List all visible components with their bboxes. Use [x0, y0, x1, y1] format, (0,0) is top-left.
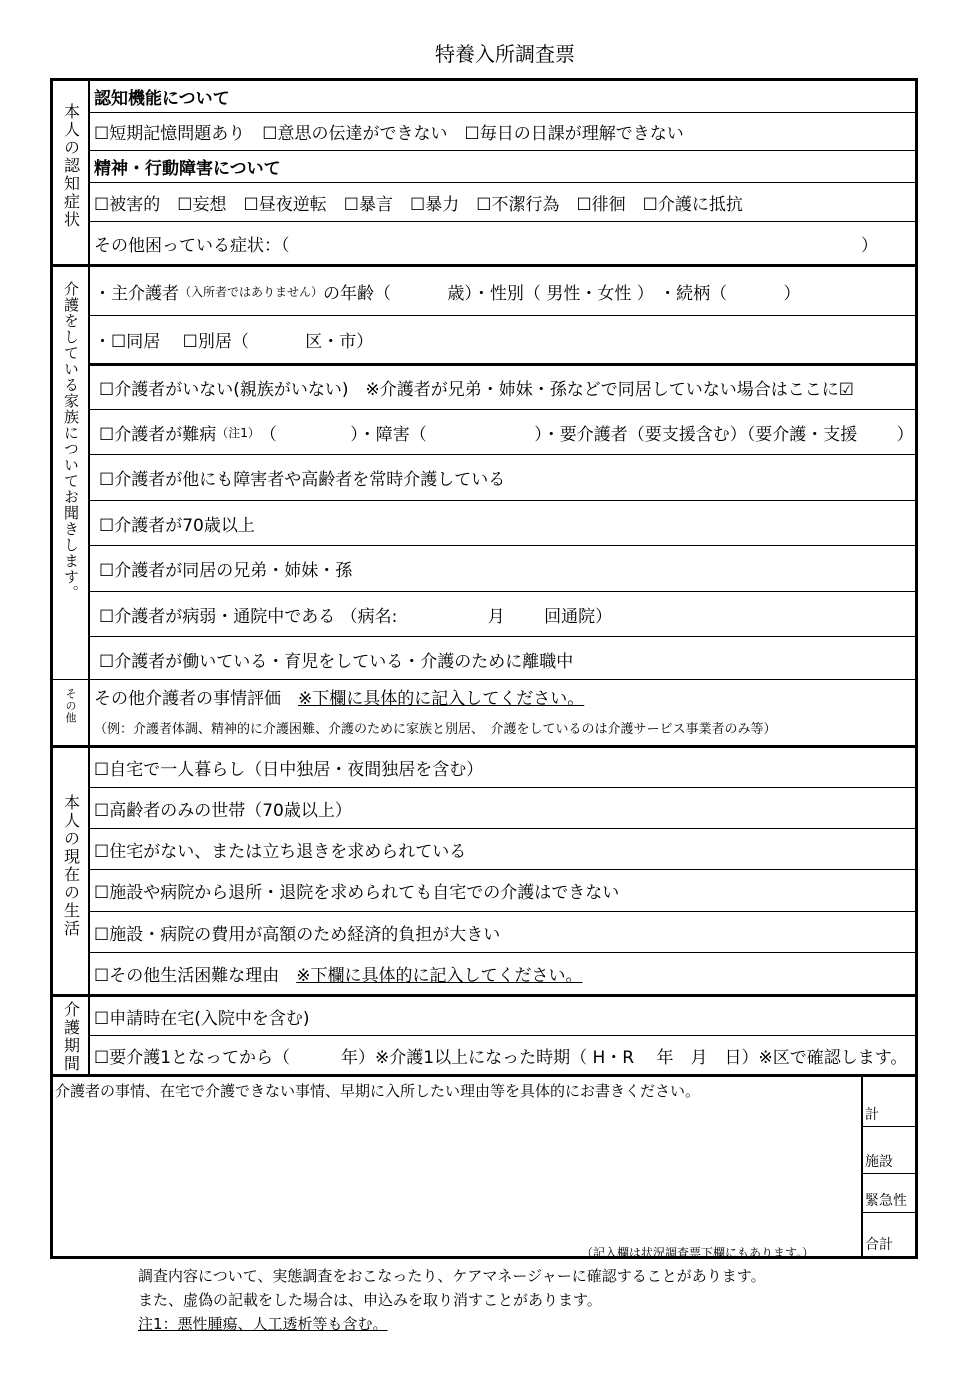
behavior-heading: 精神・行動障害について	[90, 150, 915, 182]
score-total-row: 計	[863, 1077, 915, 1127]
living-item-other[interactable]: ☐その他生活困難な理由 ※下欄に具体的に記入してください。	[90, 952, 915, 994]
side-label-family: 介護をしている家族についてお聞きします。	[53, 267, 90, 679]
survey-form	[50, 78, 918, 1259]
other-example-line: （例：介護者体調、精神的に介護困難、介護のために家族と別居、 介護をしているのは介護サービス事業者のみ等）	[94, 721, 777, 737]
section-other	[53, 679, 915, 745]
score-urgency-row: 緊急性	[863, 1174, 915, 1213]
period-item-level1[interactable]: ☐要介護1となってから（ 年）※介護1以上になった時期（ H・R 年 月 日）※区で確認します。	[90, 1035, 915, 1074]
score-facility-row: 施設	[863, 1127, 915, 1174]
side-label-cognition: 本人の認知症状	[53, 81, 90, 264]
family-item-sick[interactable]: ☐介護者が病弱・通院中である （病名: 月 回通院）	[90, 591, 915, 636]
side-label-living: 本人の現在の生活	[53, 748, 90, 994]
other-symptoms-row[interactable]	[90, 221, 915, 264]
free-text-note: （記入欄は状況調査票下欄にもあります。）	[581, 1246, 815, 1260]
footer-note-2: また、虚偽の記載をした場合は、申込みを取り消すことがあります。	[138, 1291, 602, 1309]
family-item-sibling[interactable]: ☐介護者が同居の兄弟・姉妹・孫	[90, 545, 915, 591]
behavior-checkboxes[interactable]: ☐被害的 ☐妄想 ☐昼夜逆転 ☐暴言 ☐暴力 ☐不潔行為 ☐徘徊 ☐介護に抵抗	[90, 182, 915, 221]
section-period	[53, 994, 915, 1074]
family-item-other-care[interactable]: ☐介護者が他にも障害者や高齢者を常時介護している	[90, 454, 915, 500]
family-item-illness[interactable]: ☐介護者が難病 （注1） （ ）・障害（ ）・要介護者（要支援含む）（要介護・支援 ）	[90, 409, 915, 454]
other-circumstances-line: その他介護者の事情評価 ※下欄に具体的に記入してください。	[94, 688, 585, 709]
caregiver-info-row[interactable]: ・主介護者 （入所者ではありません） の年齢（ 歳）・性別（ 男性・女性 ） ・続柄（ ）	[94, 283, 801, 304]
living-item-cost[interactable]: ☐施設・病院の費用が高額のため経済的負担が大きい	[90, 911, 915, 952]
family-item-no-caregiver[interactable]: ☐介護者がいない(親族がいない) ※介護者が兄弟・姉妹・孫などで同居していない場合はここに☑	[90, 363, 915, 409]
living-item-elderly[interactable]: ☐高齢者のみの世帯（70歳以上）	[90, 787, 915, 828]
section-cognition	[53, 81, 915, 264]
side-label-period: 介護期間	[53, 997, 90, 1074]
living-item-no-housing[interactable]: ☐住宅がない、または立ち退きを求められている	[90, 828, 915, 869]
period-item-home[interactable]: ☐申請時在宅(入院中を含む)	[94, 1008, 310, 1029]
side-label-other: その他	[53, 680, 90, 745]
footer-note-1: 調査内容について、実態調査をおこなったり、ケアマネージャーに確認することがあります。	[138, 1267, 766, 1285]
footer-note-3: 注1：悪性腫瘍、人工透析等も含む。	[138, 1315, 388, 1333]
cognition-heading: 認知機能について	[94, 89, 230, 109]
free-text-label: 介護者の事情、在宅で介護できない事情、早期に入所したい理由等を具体的にお書きください。	[55, 1082, 701, 1100]
family-item-working[interactable]: ☐介護者が働いている・育児をしている・介護のために離職中	[90, 636, 915, 682]
cognition-checkboxes[interactable]: ☐短期記憶問題あり ☐意思の伝達ができない ☐毎日の日課が理解できない	[90, 112, 915, 150]
other-symptoms-label: その他困っている症状：（	[94, 235, 290, 256]
section-living	[53, 745, 915, 994]
living-item-discharge[interactable]: ☐施設や病院から退所・退院を求められても自宅での介護はできない	[90, 869, 915, 911]
other-symptoms-close: ）	[861, 235, 878, 256]
free-text-area[interactable]	[53, 1074, 915, 1260]
score-grand-total-row: 合計	[865, 1237, 893, 1253]
score-box	[861, 1077, 915, 1256]
section-family	[53, 264, 915, 679]
form-title: 特養入所調査票	[435, 42, 575, 66]
living-item-alone[interactable]: ☐自宅で一人暮らし（日中独居・夜間独居を含む）	[94, 760, 484, 780]
living-arrangement-row[interactable]: ・☐同居 ☐別居（ 区・市）	[90, 315, 915, 363]
family-item-over-70[interactable]: ☐介護者が70歳以上	[90, 500, 915, 545]
